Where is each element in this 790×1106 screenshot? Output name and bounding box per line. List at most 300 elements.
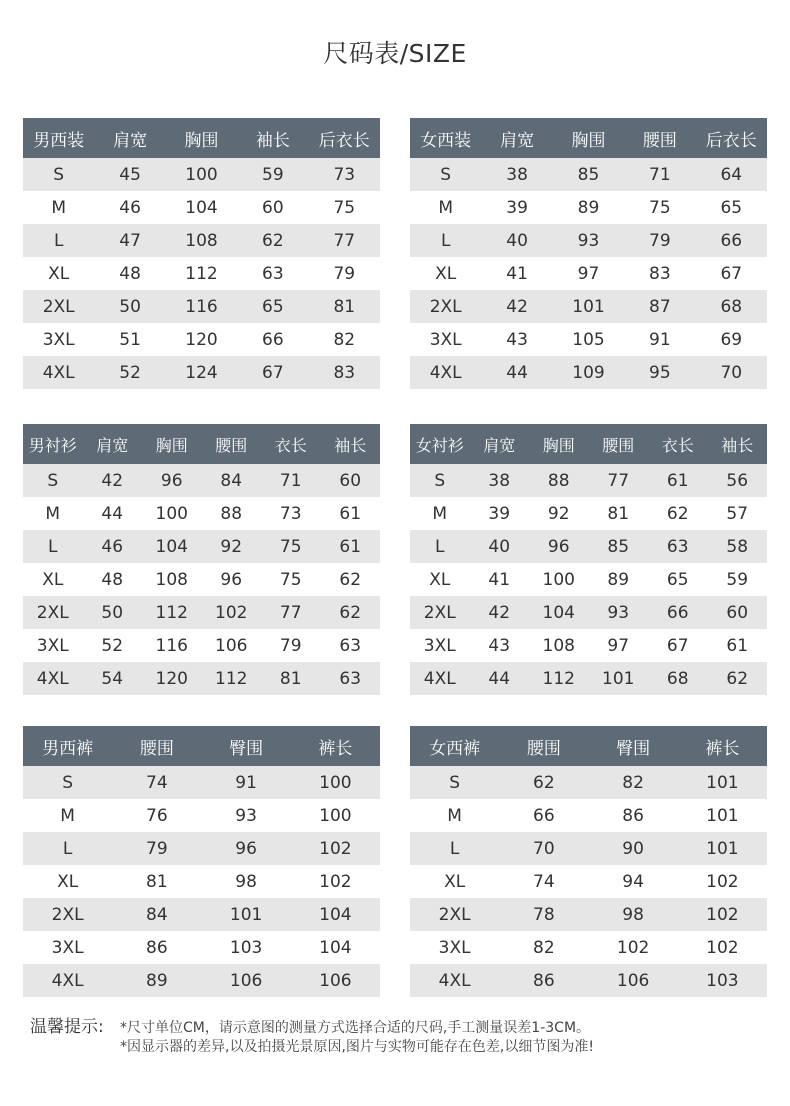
measurement-cell: 103 — [678, 964, 767, 997]
measurement-cell: 63 — [321, 662, 381, 695]
column-header: 腰围 — [499, 726, 588, 766]
page-title: 尺码表/SIZE — [323, 39, 467, 68]
measurement-cell: 78 — [499, 898, 588, 931]
measurement-cell: 51 — [94, 323, 165, 356]
measurement-cell: 89 — [112, 964, 201, 997]
measurement-cell: 112 — [166, 257, 237, 290]
size-label-cell: 2XL — [23, 290, 94, 323]
column-header: 腰围 — [112, 726, 201, 766]
table-row — [23, 563, 380, 596]
measurement-cell: 81 — [261, 662, 321, 695]
measurement-cell: 102 — [589, 931, 678, 964]
table-row — [410, 224, 767, 257]
measurement-cell: 66 — [499, 799, 588, 832]
table-header-row — [410, 726, 767, 766]
column-header: 后衣长 — [696, 118, 767, 158]
column-header: 胸围 — [553, 118, 624, 158]
measurement-cell: 68 — [696, 290, 767, 323]
measurement-cell: 79 — [624, 224, 695, 257]
table-row — [23, 158, 380, 191]
column-header: 袖长 — [237, 118, 308, 158]
size-label-cell: 3XL — [410, 629, 470, 662]
measurement-cell: 101 — [678, 799, 767, 832]
size-label-cell: S — [410, 158, 481, 191]
measurement-cell: 104 — [166, 191, 237, 224]
measurement-cell: 116 — [166, 290, 237, 323]
column-header: 肩宽 — [83, 424, 143, 464]
measurement-cell: 60 — [237, 191, 308, 224]
measurement-cell: 100 — [142, 497, 202, 530]
measurement-cell: 101 — [553, 290, 624, 323]
measurement-cell: 90 — [589, 832, 678, 865]
table-row — [410, 898, 767, 931]
measurement-cell: 104 — [291, 898, 380, 931]
column-header: 袖长 — [321, 424, 381, 464]
size-label-cell: 3XL — [23, 629, 83, 662]
measurement-cell: 106 — [291, 964, 380, 997]
measurement-cell: 106 — [202, 629, 262, 662]
measurement-cell: 88 — [202, 497, 262, 530]
table-row — [23, 290, 380, 323]
measurement-cell: 83 — [624, 257, 695, 290]
size-label-cell: 4XL — [410, 964, 499, 997]
table-category-header: 男衬衫 — [23, 424, 83, 464]
measurement-cell: 70 — [499, 832, 588, 865]
table-row — [410, 191, 767, 224]
table-row — [23, 497, 380, 530]
measurement-cell: 62 — [237, 224, 308, 257]
measurement-cell: 96 — [202, 563, 262, 596]
measurement-cell: 108 — [529, 629, 589, 662]
column-header: 腰围 — [624, 118, 695, 158]
size-label-cell: XL — [410, 865, 499, 898]
column-header: 裤长 — [678, 726, 767, 766]
table-header-row — [23, 424, 380, 464]
table-row — [410, 766, 767, 799]
table-row — [23, 257, 380, 290]
table-category-header: 男西装 — [23, 118, 94, 158]
table-row — [410, 464, 767, 497]
table-row — [23, 898, 380, 931]
measurement-cell: 108 — [142, 563, 202, 596]
table-row — [410, 865, 767, 898]
measurement-cell: 92 — [202, 530, 262, 563]
tip-row — [30, 1036, 770, 1060]
measurement-cell: 81 — [589, 497, 649, 530]
size-label-cell: L — [410, 832, 499, 865]
size-label-cell: 2XL — [410, 898, 499, 931]
measurement-cell: 47 — [94, 224, 165, 257]
table-header-row — [23, 726, 380, 766]
measurement-cell: 38 — [481, 158, 552, 191]
measurement-cell: 61 — [321, 497, 381, 530]
table-row — [410, 799, 767, 832]
measurement-cell: 60 — [708, 596, 768, 629]
measurement-cell: 83 — [309, 356, 380, 389]
measurement-cell: 98 — [589, 898, 678, 931]
column-header: 裤长 — [291, 726, 380, 766]
measurement-cell: 67 — [648, 629, 708, 662]
measurement-cell: 65 — [237, 290, 308, 323]
measurement-cell: 44 — [470, 662, 530, 695]
column-header: 肩宽 — [94, 118, 165, 158]
measurement-cell: 82 — [309, 323, 380, 356]
measurement-cell: 70 — [696, 356, 767, 389]
measurement-cell: 97 — [553, 257, 624, 290]
table-category-header: 男西裤 — [23, 726, 112, 766]
measurement-cell: 76 — [112, 799, 201, 832]
size-label-cell: L — [410, 530, 470, 563]
table-category-header: 女衬衫 — [410, 424, 470, 464]
table-row — [23, 799, 380, 832]
table-row — [410, 530, 767, 563]
size-label-cell: XL — [410, 563, 470, 596]
measurement-cell: 58 — [708, 530, 768, 563]
measurement-cell: 41 — [470, 563, 530, 596]
measurement-cell: 103 — [202, 931, 291, 964]
size-label-cell: M — [410, 799, 499, 832]
size-table-mens-trousers — [23, 726, 380, 997]
measurement-cell: 86 — [112, 931, 201, 964]
measurement-cell: 61 — [708, 629, 768, 662]
size-label-cell: L — [23, 224, 94, 257]
size-label-cell: M — [23, 497, 83, 530]
measurement-cell: 43 — [481, 323, 552, 356]
measurement-cell: 104 — [291, 931, 380, 964]
column-header: 腰围 — [202, 424, 262, 464]
size-label-cell: 2XL — [410, 290, 481, 323]
column-header: 臀围 — [202, 726, 291, 766]
measurement-cell: 77 — [261, 596, 321, 629]
table-row — [410, 596, 767, 629]
measurement-cell: 106 — [202, 964, 291, 997]
size-label-cell: 4XL — [410, 356, 481, 389]
measurement-cell: 63 — [237, 257, 308, 290]
size-label-cell: 2XL — [23, 596, 83, 629]
table-row — [23, 931, 380, 964]
measurement-cell: 101 — [202, 898, 291, 931]
size-table-mens-suit — [23, 118, 380, 389]
measurement-cell: 63 — [648, 530, 708, 563]
size-label-cell: M — [410, 497, 470, 530]
measurement-cell: 62 — [648, 497, 708, 530]
measurement-cell: 63 — [321, 629, 381, 662]
measurement-cell: 79 — [261, 629, 321, 662]
measurement-cell: 42 — [481, 290, 552, 323]
measurement-cell: 64 — [696, 158, 767, 191]
table-row — [410, 629, 767, 662]
size-table-womens-shirt — [410, 424, 767, 695]
measurement-cell: 109 — [553, 356, 624, 389]
table-row — [410, 563, 767, 596]
measurement-cell: 91 — [202, 766, 291, 799]
tip-text: *因显示器的差异,以及拍摄光景原因,图片与实物可能存在色差,以细节图为准! — [120, 1039, 594, 1055]
table-row — [23, 964, 380, 997]
column-header: 胸围 — [142, 424, 202, 464]
measurement-cell: 62 — [321, 596, 381, 629]
size-label-cell: S — [410, 766, 499, 799]
measurement-cell: 42 — [470, 596, 530, 629]
measurement-cell: 92 — [529, 497, 589, 530]
size-label-cell: XL — [23, 563, 83, 596]
measurement-cell: 88 — [529, 464, 589, 497]
tip-row — [30, 1012, 770, 1036]
measurement-cell: 84 — [112, 898, 201, 931]
measurement-cell: 77 — [589, 464, 649, 497]
table-row — [23, 766, 380, 799]
measurement-cell: 66 — [237, 323, 308, 356]
measurement-cell: 79 — [112, 832, 201, 865]
measurement-cell: 82 — [589, 766, 678, 799]
measurement-cell: 93 — [589, 596, 649, 629]
size-label-cell: XL — [23, 865, 112, 898]
table-row — [23, 356, 380, 389]
table-category-header: 女西装 — [410, 118, 481, 158]
measurement-cell: 98 — [202, 865, 291, 898]
measurement-cell: 74 — [499, 865, 588, 898]
measurement-cell: 44 — [481, 356, 552, 389]
table-row — [410, 356, 767, 389]
table-row — [23, 191, 380, 224]
measurement-cell: 42 — [83, 464, 143, 497]
size-label-cell: 3XL — [410, 323, 481, 356]
table-row — [23, 662, 380, 695]
measurement-cell: 102 — [678, 865, 767, 898]
measurement-cell: 94 — [589, 865, 678, 898]
table-header-row — [410, 118, 767, 158]
table-header-row — [23, 118, 380, 158]
size-label-cell: S — [23, 158, 94, 191]
measurement-cell: 65 — [648, 563, 708, 596]
tip-text: *尺寸单位CM，请示意图的测量方式选择合适的尺码,手工测量误差1-3CM。 — [120, 1020, 591, 1036]
size-label-cell: 3XL — [410, 931, 499, 964]
measurement-cell: 48 — [94, 257, 165, 290]
measurement-cell: 102 — [291, 832, 380, 865]
measurement-cell: 60 — [321, 464, 381, 497]
measurement-cell: 104 — [142, 530, 202, 563]
measurement-cell: 101 — [678, 832, 767, 865]
measurement-cell: 102 — [202, 596, 262, 629]
size-label-cell: L — [410, 224, 481, 257]
measurement-cell: 96 — [142, 464, 202, 497]
table-row — [23, 224, 380, 257]
measurement-cell: 97 — [589, 629, 649, 662]
measurement-cell: 41 — [481, 257, 552, 290]
table-row — [23, 832, 380, 865]
measurement-cell: 71 — [261, 464, 321, 497]
measurement-cell: 91 — [624, 323, 695, 356]
measurement-cell: 96 — [529, 530, 589, 563]
table-row — [23, 629, 380, 662]
measurement-cell: 45 — [94, 158, 165, 191]
size-label-cell: M — [23, 191, 94, 224]
column-header: 肩宽 — [470, 424, 530, 464]
column-header: 胸围 — [529, 424, 589, 464]
measurement-cell: 62 — [321, 563, 381, 596]
measurement-cell: 75 — [261, 563, 321, 596]
table-header-row — [410, 424, 767, 464]
measurement-cell: 93 — [202, 799, 291, 832]
measurement-cell: 105 — [553, 323, 624, 356]
measurement-cell: 86 — [589, 799, 678, 832]
size-label-cell: L — [23, 832, 112, 865]
column-header: 肩宽 — [481, 118, 552, 158]
measurement-cell: 59 — [708, 563, 768, 596]
size-label-cell: 3XL — [23, 323, 94, 356]
measurement-cell: 79 — [309, 257, 380, 290]
table-row — [410, 323, 767, 356]
measurement-cell: 93 — [553, 224, 624, 257]
measurement-cell: 39 — [481, 191, 552, 224]
measurement-cell: 46 — [83, 530, 143, 563]
tips-section — [30, 1012, 770, 1060]
table-row — [410, 931, 767, 964]
table-row — [410, 497, 767, 530]
measurement-cell: 74 — [112, 766, 201, 799]
measurement-cell: 87 — [624, 290, 695, 323]
measurement-cell: 44 — [83, 497, 143, 530]
measurement-cell: 52 — [94, 356, 165, 389]
size-label-cell: L — [23, 530, 83, 563]
measurement-cell: 96 — [202, 832, 291, 865]
measurement-cell: 101 — [589, 662, 649, 695]
measurement-cell: 65 — [696, 191, 767, 224]
table-row — [410, 290, 767, 323]
measurement-cell: 120 — [166, 323, 237, 356]
size-label-cell: 4XL — [23, 964, 112, 997]
measurement-cell: 66 — [648, 596, 708, 629]
size-label-cell: 2XL — [23, 898, 112, 931]
column-header: 袖长 — [708, 424, 768, 464]
measurement-cell: 40 — [481, 224, 552, 257]
measurement-cell: 102 — [678, 931, 767, 964]
measurement-cell: 52 — [83, 629, 143, 662]
measurement-cell: 38 — [470, 464, 530, 497]
measurement-cell: 39 — [470, 497, 530, 530]
measurement-cell: 67 — [696, 257, 767, 290]
measurement-cell: 89 — [553, 191, 624, 224]
measurement-cell: 75 — [309, 191, 380, 224]
size-label-cell: XL — [23, 257, 94, 290]
measurement-cell: 81 — [309, 290, 380, 323]
measurement-cell: 100 — [529, 563, 589, 596]
size-label-cell: XL — [410, 257, 481, 290]
measurement-cell: 112 — [142, 596, 202, 629]
measurement-cell: 89 — [589, 563, 649, 596]
measurement-cell: 61 — [321, 530, 381, 563]
measurement-cell: 101 — [678, 766, 767, 799]
measurement-cell: 112 — [202, 662, 262, 695]
measurement-cell: 102 — [291, 865, 380, 898]
table-row — [410, 662, 767, 695]
column-header: 后衣长 — [309, 118, 380, 158]
column-header: 衣长 — [648, 424, 708, 464]
measurement-cell: 82 — [499, 931, 588, 964]
measurement-cell: 116 — [142, 629, 202, 662]
table-category-header: 女西裤 — [410, 726, 499, 766]
measurement-cell: 85 — [589, 530, 649, 563]
measurement-cell: 84 — [202, 464, 262, 497]
measurement-cell: 67 — [237, 356, 308, 389]
measurement-cell: 75 — [261, 530, 321, 563]
measurement-cell: 77 — [309, 224, 380, 257]
size-label-cell: 4XL — [23, 662, 83, 695]
measurement-cell: 112 — [529, 662, 589, 695]
measurement-cell: 50 — [94, 290, 165, 323]
measurement-cell: 66 — [696, 224, 767, 257]
measurement-cell: 104 — [529, 596, 589, 629]
measurement-cell: 100 — [291, 766, 380, 799]
measurement-cell: 40 — [470, 530, 530, 563]
measurement-cell: 120 — [142, 662, 202, 695]
tips-label: 温馨提示: — [30, 1017, 104, 1037]
measurement-cell: 54 — [83, 662, 143, 695]
measurement-cell: 59 — [237, 158, 308, 191]
measurement-cell: 81 — [112, 865, 201, 898]
table-row — [410, 832, 767, 865]
size-label-cell: 3XL — [23, 931, 112, 964]
measurement-cell: 61 — [648, 464, 708, 497]
table-row — [410, 964, 767, 997]
measurement-cell: 75 — [624, 191, 695, 224]
table-row — [23, 865, 380, 898]
size-table-womens-trousers — [410, 726, 767, 997]
size-label-cell: S — [23, 766, 112, 799]
measurement-cell: 50 — [83, 596, 143, 629]
measurement-cell: 106 — [589, 964, 678, 997]
size-label-cell: 2XL — [410, 596, 470, 629]
column-header: 腰围 — [589, 424, 649, 464]
size-table-womens-suit — [410, 118, 767, 389]
size-label-cell: M — [23, 799, 112, 832]
size-label-cell: S — [410, 464, 470, 497]
size-label-cell: M — [410, 191, 481, 224]
measurement-cell: 68 — [648, 662, 708, 695]
measurement-cell: 62 — [708, 662, 768, 695]
measurement-cell: 86 — [499, 964, 588, 997]
size-label-cell: S — [23, 464, 83, 497]
measurement-cell: 69 — [696, 323, 767, 356]
measurement-cell: 71 — [624, 158, 695, 191]
table-row — [23, 323, 380, 356]
measurement-cell: 102 — [678, 898, 767, 931]
table-row — [23, 530, 380, 563]
measurement-cell: 100 — [166, 158, 237, 191]
column-header: 胸围 — [166, 118, 237, 158]
measurement-cell: 48 — [83, 563, 143, 596]
table-row — [23, 464, 380, 497]
measurement-cell: 46 — [94, 191, 165, 224]
table-row — [410, 257, 767, 290]
table-row — [410, 158, 767, 191]
measurement-cell: 57 — [708, 497, 768, 530]
measurement-cell: 73 — [309, 158, 380, 191]
measurement-cell: 62 — [499, 766, 588, 799]
size-label-cell: 4XL — [23, 356, 94, 389]
column-header: 臀围 — [589, 726, 678, 766]
measurement-cell: 85 — [553, 158, 624, 191]
size-table-mens-shirt — [23, 424, 380, 695]
measurement-cell: 100 — [291, 799, 380, 832]
size-label-cell: 4XL — [410, 662, 470, 695]
measurement-cell: 124 — [166, 356, 237, 389]
measurement-cell: 73 — [261, 497, 321, 530]
column-header: 衣长 — [261, 424, 321, 464]
measurement-cell: 95 — [624, 356, 695, 389]
measurement-cell: 43 — [470, 629, 530, 662]
measurement-cell: 56 — [708, 464, 768, 497]
measurement-cell: 108 — [166, 224, 237, 257]
